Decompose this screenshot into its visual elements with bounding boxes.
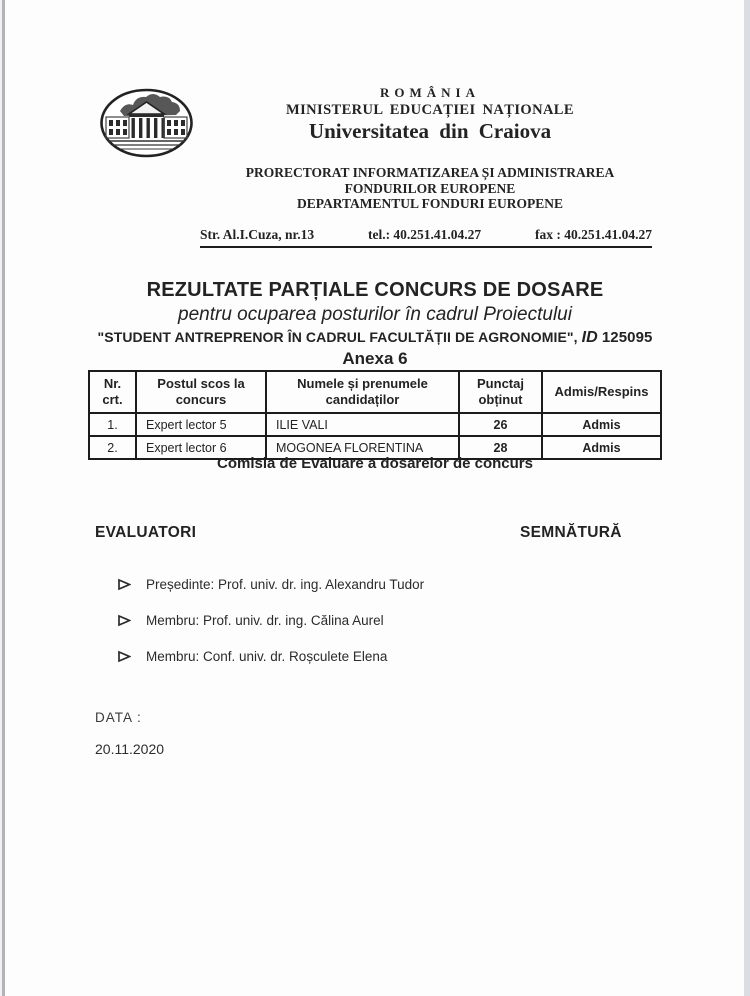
table-row [89, 413, 661, 436]
street-address: Str. Al.I.Cuza, nr.13 [200, 227, 315, 242]
list-item [118, 576, 424, 593]
cell-result: Admis [542, 436, 661, 459]
cell-name: ILIE VALI [266, 413, 459, 436]
cell-score: 26 [459, 413, 542, 436]
signature-label: SEMNĂTURĂ [520, 524, 622, 541]
fax: fax : 40.251.41.04.27 [534, 227, 652, 242]
document-subtitle: pentru ocuparea posturilor în cadrul Proiectului [178, 304, 572, 325]
date-label: DATA : [95, 710, 142, 725]
member-text: Membru: Prof. univ. dr. ing. Călina Aurel [146, 613, 384, 628]
title-block [60, 279, 690, 369]
header-nr-crt: Nr. crt. [89, 371, 136, 413]
header-name: Numele și prenumele candidaților [266, 371, 459, 413]
date-value: 20.11.2020 [95, 741, 165, 757]
project-id-label: ID [581, 329, 598, 346]
project-line [60, 327, 690, 348]
cell-post: Expert lector 5 [136, 413, 266, 436]
header-score: Punctaj obținut [459, 371, 542, 413]
department-line3: DEPARTAMENTUL FONDURI EUROPENE [296, 196, 564, 211]
evaluators-label: EVALUATORI [95, 524, 197, 541]
arrow-bullet-icon [118, 650, 131, 663]
department-line1: PRORECTORAT INFORMATIZAREA ȘI ADMINISTRAREA [245, 165, 615, 180]
country-name: ROMÂNIA [380, 85, 480, 100]
letterhead [170, 85, 690, 144]
contact-line [200, 227, 652, 248]
document-title: REZULTATE PARȚIALE CONCURS DE DOSARE [146, 279, 604, 301]
member-text: Președinte: Prof. univ. dr. ing. Alexandru Tudor [146, 577, 425, 592]
member-text: Membru: Conf. univ. dr. Roșculete Elena [146, 649, 388, 664]
cell-post: Expert lector 6 [136, 436, 266, 459]
results-table [88, 370, 662, 460]
university-name: Universitatea din Craiova [308, 119, 552, 143]
page-edge-right [744, 0, 750, 996]
cell-nr: 1. [89, 413, 136, 436]
cell-score: 28 [459, 436, 542, 459]
list-item [118, 612, 424, 629]
ministry-name: MINISTERUL EDUCAȚIEI NAȚIONALE [286, 102, 574, 118]
committee-members-list [118, 576, 424, 684]
committee-heading: Comisia de Evaluare a dosarelor de concurs [217, 455, 533, 472]
cell-nr: 2. [89, 436, 136, 459]
annex-label: Anexa 6 [342, 349, 408, 368]
department-block [170, 165, 690, 212]
project-id-value: 125095 [601, 329, 653, 346]
arrow-bullet-icon [118, 614, 131, 627]
header-post: Postul scos la concurs [136, 371, 266, 413]
telephone: tel.: 40.251.41.04.27 [367, 227, 482, 242]
cell-result: Admis [542, 413, 661, 436]
project-name: "STUDENT ANTREPRENOR ÎN CADRUL FACULTĂȚII DE AGRONOMIE", [97, 329, 578, 345]
page-edge-left [2, 0, 5, 996]
department-line2: FONDURILOR EUROPENE [344, 180, 516, 196]
arrow-bullet-icon [118, 578, 131, 591]
cell-name: MOGONEA FLORENTINA [266, 436, 459, 459]
table-header-row [89, 371, 661, 413]
list-item [118, 648, 424, 665]
header-result: Admis/Respins [542, 371, 661, 413]
